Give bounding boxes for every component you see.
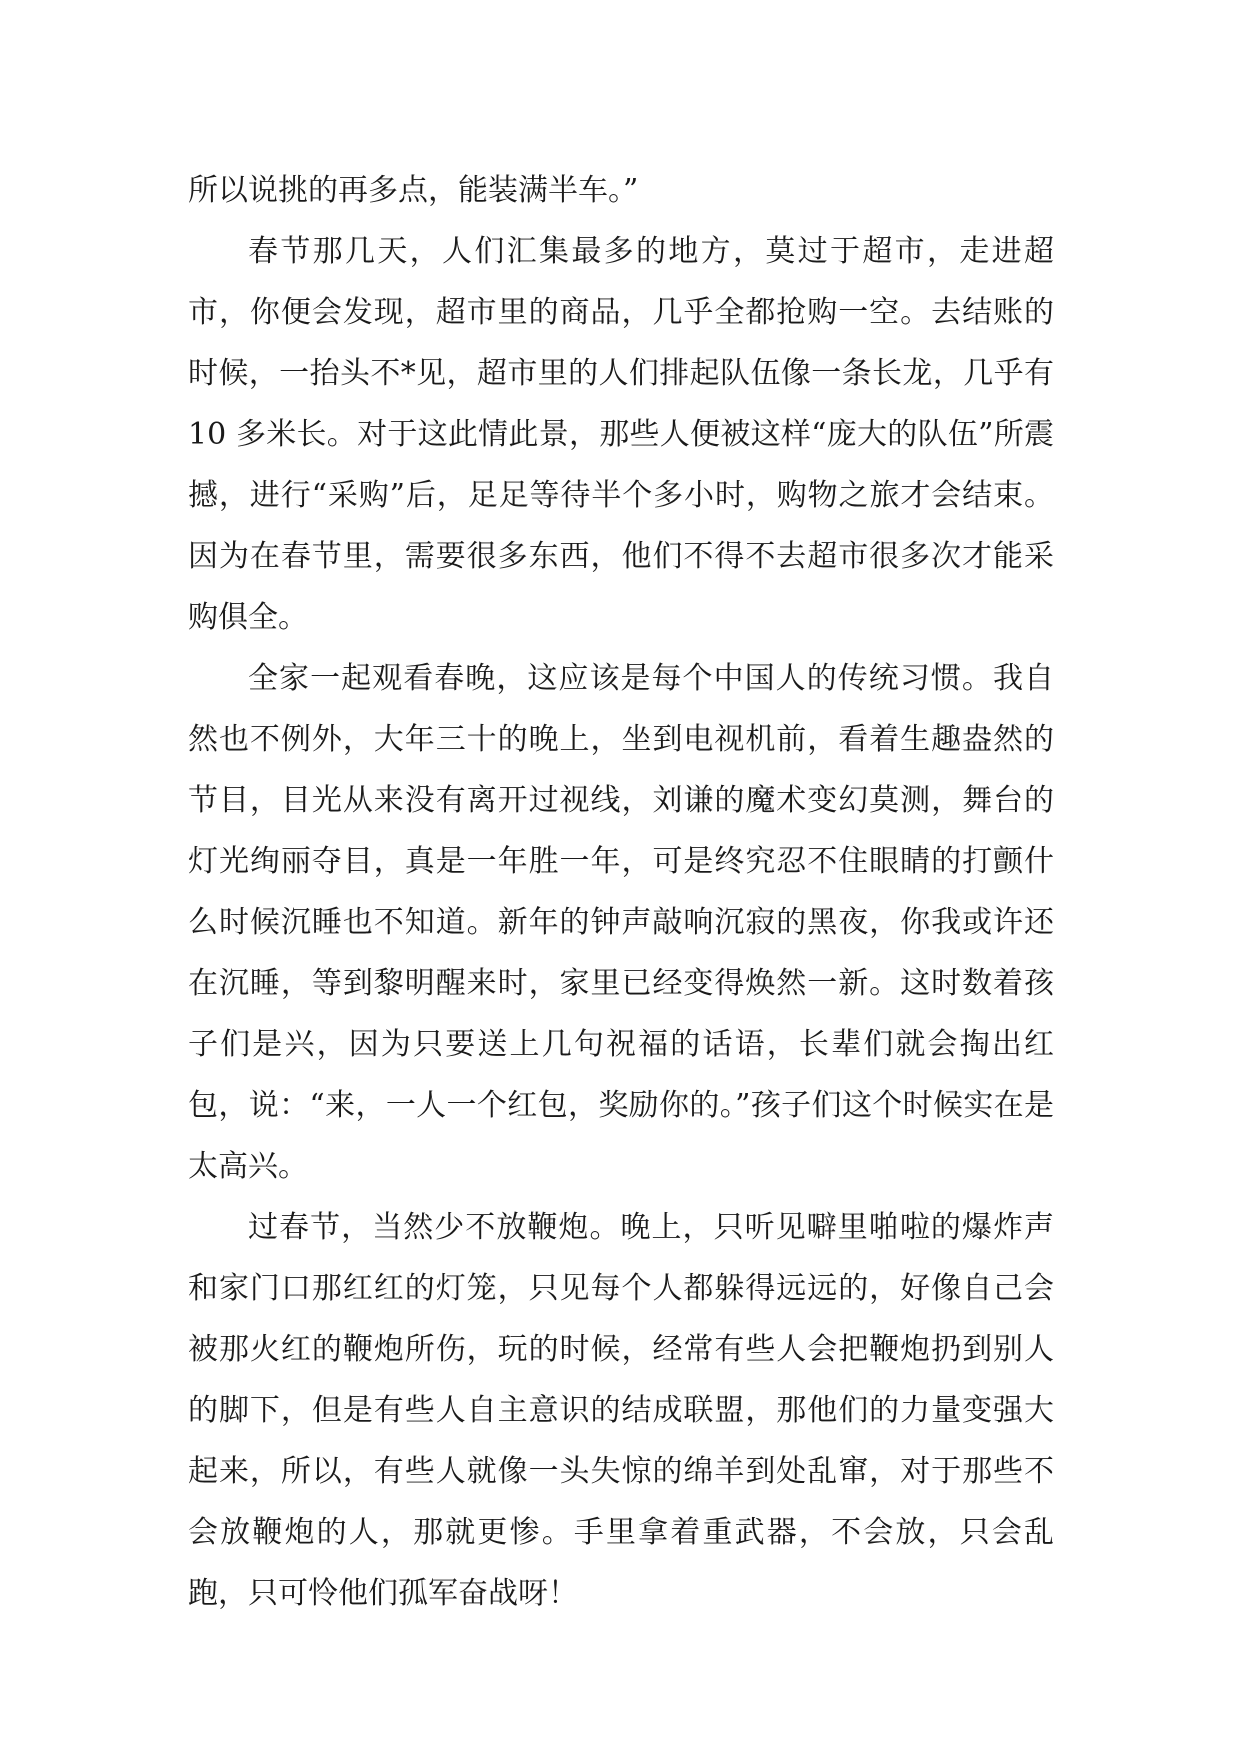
paragraph-3: 全家一起观看春晚，这应该是每个中国人的传统习惯。我自然也不例外，大年三十的晚上，坐到电视机前，看着生趣盎然的节目，目光从来没有离开过视线，刘谦的魔术变幻莫测，舞台的灯光绚丽夺目，真是一年胜一年，可是终究忍不住眼睛的打颤什么时候沉睡也不知道。新年的钟声敲响沉寂的黑夜，你我或许还在沉睡，等到黎明醒来时，家里已经变得焕然一新。这时数着孩子们是兴，因为只要送上几句祝福的话语，长辈们就会掏出红包，说：“来，一人一个红包，奖励你的。”孩子们这个时候实在是太高兴。 — [188, 661, 1054, 1184]
document-body — [188, 160, 1054, 1624]
paragraph-1: 所以说挑的再多点，能装满半车。” — [188, 173, 639, 208]
paragraph-2: 春节那几天，人们汇集最多的地方，莫过于超市，走进超市，你便会发现，超市里的商品，几乎全都抢购一空。去结账的时候，一抬头不*见，超市里的人们排起队伍像一条长龙，几乎有 10 多米长。对于这此情此景，那些人便被这样“庞大的队伍”所震撼，进行“采购”后，足足等待半个多小时，购物之旅才会结束。因为在春节里，需要很多东西，他们不得不去超市很多次才能采购俱全。 — [188, 234, 1054, 635]
paragraph-4: 过春节，当然少不放鞭炮。晚上，只听见噼里啪啦的爆炸声和家门口那红红的灯笼，只见每个人都躲得远远的，好像自己会被那火红的鞭炮所伤，玩的时候，经常有些人会把鞭炮扔到别人的脚下，但是有些人自主意识的结成联盟，那他们的力量变强大起来，所以，有些人就像一头失惊的绵羊到处乱窜，对于那些不会放鞭炮的人，那就更惨。手里拿着重武器，不会放，只会乱跑，只可怜他们孤军奋战呀！ — [188, 1210, 1054, 1611]
